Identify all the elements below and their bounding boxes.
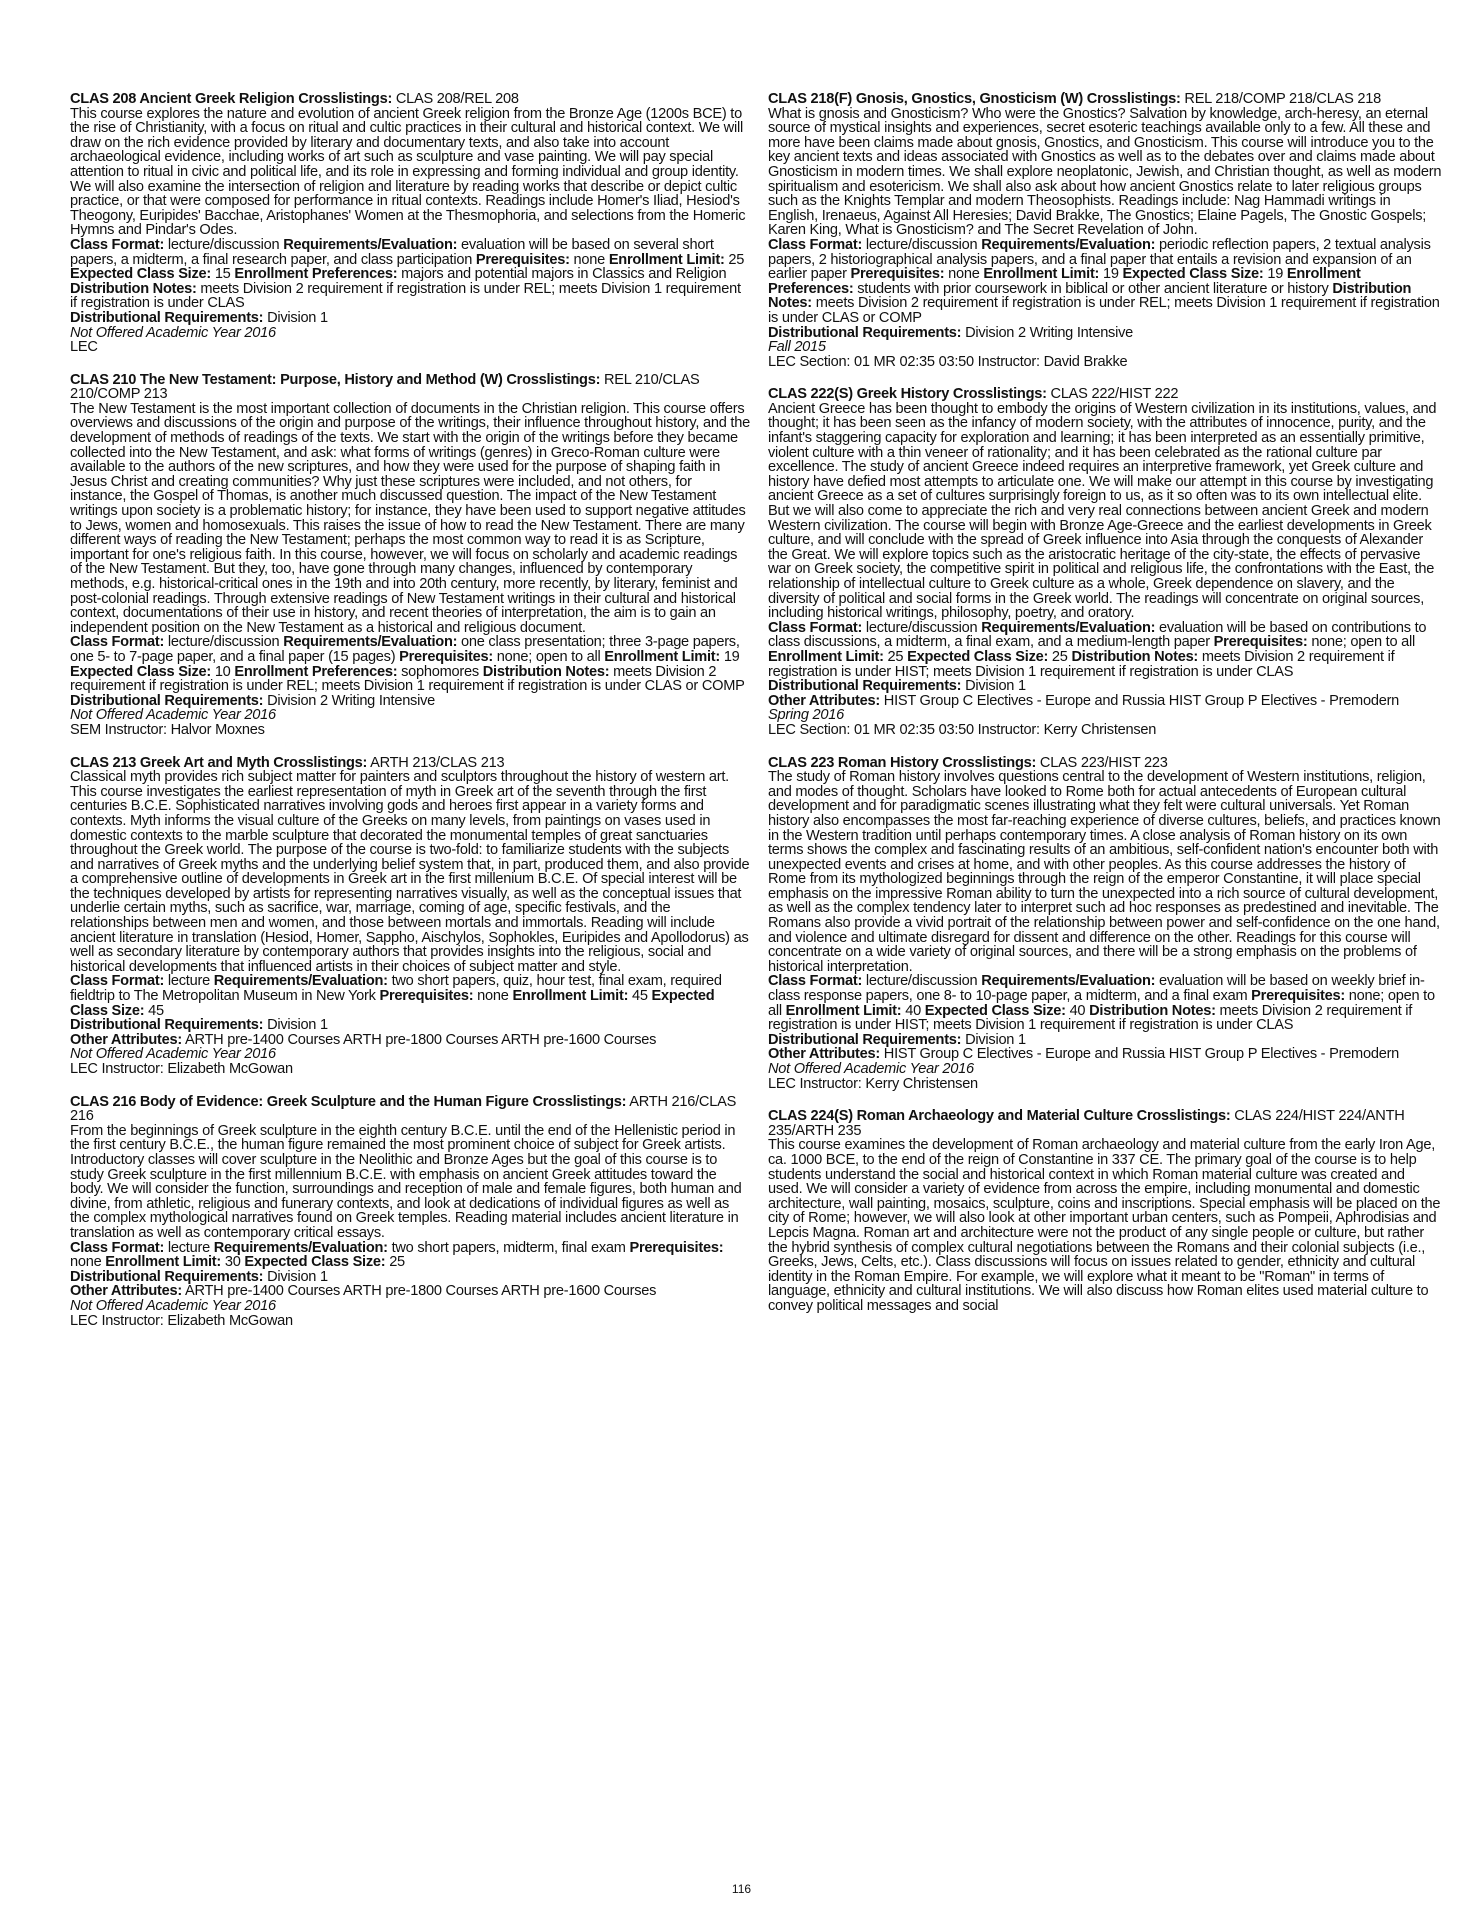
detail-label: Enrollment Limit: (512, 988, 629, 1005)
detail-label: Requirements/Evaluation: (213, 973, 388, 990)
detail-label: Class Format: (768, 236, 863, 253)
course-heading (70, 373, 750, 402)
detail-label: Expected Class Size: (70, 266, 212, 283)
detail-label: Class Format: (70, 973, 165, 990)
detail-value: 19 (720, 648, 740, 665)
distributional-value: Division 1 (961, 1031, 1026, 1048)
detail-label: Prerequisites: (1251, 988, 1345, 1005)
course-term: Not Offered Academic Year 2016 (70, 707, 276, 724)
detail-value: two short papers, midterm, final exam (387, 1239, 630, 1256)
left-column (70, 92, 750, 1346)
detail-value: none (944, 266, 984, 283)
course-title: CLAS 210 The New Testament: Purpose, History and Method (W) Crosslistings: (70, 371, 601, 388)
course-heading (768, 92, 1442, 107)
course-heading (70, 756, 750, 771)
course-crosslistings: ARTH 213/CLAS 213 (367, 754, 505, 771)
detail-value: two short papers, quiz, hour test, final exam, required fieldtrip to The Metropolitan Museum in New York (70, 973, 722, 1005)
course-heading (768, 387, 1442, 402)
distributional-value: Division 1 (263, 1017, 328, 1034)
other-attributes-value: HIST Group C Electives - Europe and Russia HIST Group P Electives - Premodern (879, 1046, 1400, 1063)
detail-value: none; open to all (1307, 634, 1415, 651)
detail-value: 25 (883, 648, 908, 665)
detail-value: 15 (211, 266, 235, 283)
course-heading (768, 1109, 1442, 1138)
detail-label: Enrollment Limit: (608, 251, 725, 268)
course-listing (768, 756, 1442, 1092)
other-attributes (70, 1284, 750, 1299)
distributional-label: Distributional Requirements: (70, 1268, 264, 1285)
detail-value: none; open to all (768, 988, 1435, 1019)
course-description: What is gnosis and Gnosticism? Who were the Gnostics? Salvation by knowledge, arch-heresy, an eternal source of mystical insights and experiences, secret esoteric teachings available only to a few. All these and more have been claims made about gnosis, Gnostics, and Gnosticism. This course will introduce you to the key ancient texts and ideas associated with Gnostics as well as to the debates over and claims made about Gnosticism in modern times. We shall explore neoplatonic, Jewish, and Christian thought, as well as modern spiritualism and esotericism. We shall also ask about how ancient Gnostics relate to later religious groups such as the Knights Templar and modern Theosophists. Readings include: Nag Hammadi writings in English, Irenaeus, Against All Heresies; David Brakke, The Gnostics; Elaine Pagels, The Gnostic Gospels; Karen King, What is Gnosticism? and The Secret Revelation of John. (768, 105, 1442, 239)
detail-value: none; open to all (492, 648, 605, 665)
course-listing (70, 373, 750, 738)
course-heading (768, 756, 1442, 771)
distributional-label: Distributional Requirements: (768, 678, 962, 695)
course-listing (768, 92, 1442, 369)
detail-label: Class Format: (70, 634, 165, 651)
detail-value: meets Division 2 requirement if registration is under HIST; meets Division 1 requirement if registration is under CLAS (768, 1002, 1413, 1034)
course-term: Not Offered Academic Year 2016 (70, 1046, 276, 1063)
detail-value: 25 (724, 251, 745, 268)
detail-value: lecture/discussion (862, 619, 982, 636)
distributional-requirements (70, 1018, 750, 1033)
distributional-requirements (768, 326, 1442, 341)
course-details (768, 238, 1442, 326)
course-crosslistings: REL 210/CLAS 210/COMP 213 (70, 371, 700, 403)
course-section: SEM Instructor: Halvor Moxnes (70, 721, 265, 738)
course-description: Ancient Greece has been thought to embody the origins of Western civilization in its institutions, values, and thought; it has been seen as the infancy of modern society, with the attributes of innocence, purity, and the infant's staggering capacity for exploration and learning; it has been interpreted as an essentially primitive, violent culture with a thin veneer of rationality; and it has been celebrated as the rational culture par excellence. The study of ancient Greece indeed requires an interpretive framework, yet Greek culture and history have defied most attempts to articulate one. We will make our attempt in this course by investigating ancient Greece as a set of cultures surprisingly foreign to us, as it so often was to its own intellectual elite. But we will also come to appreciate the rich and very real connections between ancient Greek and modern Western civilization. The course will begin with Bronze Age-Greece and the earliest developments in Greek culture, and will conclude with the spread of Greek influence into Asia through the conquests of Alexander the Great. We will explore topics such as the aristocratic heritage of the city-state, the effects of pervasive war on Greek society, the competitive spirit in political and religious life, the confrontations with the East, the relationship of intellectual culture to Greek culture as a whole, Greek dependence on slavery, and the diversity of political and social forms in the Greek world. The readings will concentrate on original sources, including historical writings, philosophy, poetry, and oratory. (768, 400, 1437, 622)
course-section: LEC Instructor: Elizabeth McGowan (70, 1061, 293, 1077)
other-attributes-label: Other Attributes: (768, 1046, 880, 1063)
distributional-value: Division 1 (263, 1268, 328, 1285)
detail-value: 40 (1065, 1002, 1090, 1019)
course-details (70, 1241, 750, 1270)
detail-label: Enrollment Limit: (983, 266, 1100, 283)
detail-label: Class Format: (768, 619, 863, 636)
other-attributes-label: Other Attributes: (70, 1283, 182, 1300)
detail-value: periodic reflection papers, 2 textual analysis papers, 2 historiographical analysis papers, and a final paper that entails a revision and expansion of an earlier paper (768, 236, 1431, 283)
detail-label: Class Format: (70, 1239, 165, 1256)
distributional-label: Distributional Requirements: (70, 1017, 264, 1034)
distributional-value: Division 2 Writing Intensive (961, 324, 1134, 341)
detail-label: Enrollment Limit: (785, 1002, 902, 1019)
course-details (768, 621, 1442, 679)
course-listing (70, 756, 750, 1077)
detail-label: Expected Class Size: (70, 988, 715, 1019)
course-description: The New Testament is the most important collection of documents in the Christian religion. This course offers overviews and discussions of the origin and purpose of the writings, their influence throughout history, and the development of methods of readings of the texts. We start with the origin of the writings before they became collected into the New Testament, and ask: what forms of writings (genres) in Greco-Roman culture were available to the authors of the new scriptures, and how they were used for the purpose of shaping faith in Jesus Christ and creating communities? Why just these scriptures were included, and not others, for instance, the Gospel of Thomas, is another much discussed question. The impact of the New Testament writings upon society is a problematic history; for instance, they have been used to support negative attitudes to Jews, women and homosexuals. This raises the issue of how to read the New Testament. There are many different ways of reading the New Testament; perhaps the most common way to read it is as Scripture, important for one's religious faith. In this course, however, we will focus on scholarly and academic readings of the New Testament. But they, too, have gone through many changes, influenced by contemporary methods, e.g. historical-critical ones in the 19th and into 20th century, more recently, by literary, feminist and post-colonial readings. Through extensive readings of New Testament writings in their cultural and historical context, documentations of their use in history, and recent theories of interpretation, the aim is to gain an independent position on the New Testament as a historical and religious document. (70, 400, 750, 636)
detail-value: 19 (1099, 266, 1123, 283)
course-description: This course examines the development of Roman archaeology and material culture from the early Iron Age, ca. 1000 BCE, to the end of the reign of Constantine in 337 CE. The primary goal of the course is to help students understand the social and historical context in which Roman material culture was created and used. We will consider a variety of evidence from across the empire, including monumental and domestic architecture, wall painting, mosaics, sculpture, coins and inscriptions. Special emphasis will be placed on the city of Rome; however, we will also look at other important urban centers, such as Pompeii, Aphrodisias and Lepcis Magna. Roman art and architecture were not the product of any single people or culture, but rather the hybrid synthesis of complex cultural negotiations between the Romans and their colonial subjects (i.e., Greeks, Jews, Celts, etc.). Class discussions will focus on issues related to gender, ethnicity and cultural identity in the Roman Empire. For example, we will explore what it meant to be "Roman" in terms of language, ethnicity and cultural institutions. We will also discuss how Roman elites used material culture to convey political messages and social (768, 1137, 1441, 1314)
distributional-requirements (70, 311, 750, 326)
detail-value: meets Division 2 requirement if registration is under REL; meets Division 1 requirement if registration is under CLAS or COMP (70, 663, 745, 695)
course-details (70, 635, 750, 693)
detail-label: Expected Class Size: (907, 648, 1049, 665)
course-crosslistings: ARTH 216/CLAS 216 (70, 1093, 737, 1125)
detail-label: Class Format: (768, 973, 863, 990)
detail-value: evaluation will be based on contributions to class discussions, a midterm, a final exam, and a medium-length paper (768, 619, 1427, 651)
course-title: CLAS 216 Body of Evidence: Greek Sculpture and the Human Figure Crosslistings: (70, 1093, 627, 1110)
other-attributes-label: Other Attributes: (768, 692, 880, 709)
detail-value: evaluation will be based on several short papers, a midterm, a final research paper, and class participation (70, 236, 714, 268)
other-attributes-value: HIST Group C Electives - Europe and Russia HIST Group P Electives - Premodern (879, 692, 1400, 709)
distributional-label: Distributional Requirements: (70, 309, 264, 326)
detail-label: Enrollment Limit: (604, 648, 721, 665)
detail-label: Enrollment Limit: (105, 1254, 222, 1271)
detail-label: Requirements/Evaluation: (213, 1239, 388, 1256)
detail-label: Distribution Notes: (70, 280, 197, 297)
course-title: CLAS 218(F) Gnosis, Gnostics, Gnosticism (W) Crosslistings: (768, 91, 1181, 107)
course-section: LEC Section: 01 MR 02:35 03:50 Instructor: Kerry Christensen (768, 721, 1157, 738)
detail-label: Distribution Notes: (482, 663, 610, 680)
course-section: LEC Section: 01 MR 02:35 03:50 Instructor: David Brakke (768, 353, 1128, 370)
detail-value: meets Division 2 requirement if registration is under REL; meets Division 1 requirement if registration is under CLAS or COMP (768, 295, 1440, 326)
distributional-requirements (768, 679, 1442, 694)
other-attributes-value: ARTH pre-1400 Courses ARTH pre-1800 Courses ARTH pre-1600 Courses (181, 1283, 657, 1300)
detail-label: Prerequisites: (379, 988, 474, 1005)
detail-label: Requirements/Evaluation: (981, 619, 1156, 636)
distributional-value: Division 1 (263, 309, 328, 326)
distributional-value: Division 1 (961, 678, 1026, 695)
course-title: CLAS 223 Roman History Crosslistings: (768, 754, 1037, 771)
detail-label: Distribution Notes: (1071, 648, 1199, 665)
course-crosslistings: CLAS 222/HIST 222 (1046, 386, 1179, 403)
detail-label: Expected Class Size: (244, 1254, 386, 1271)
distributional-requirements (768, 1033, 1442, 1048)
course-listing (768, 387, 1442, 737)
right-column (768, 92, 1442, 1332)
course-listing (70, 92, 750, 355)
detail-label: Prerequisites: (475, 251, 570, 268)
detail-value: 25 (1048, 648, 1072, 665)
detail-label: Prerequisites: (629, 1239, 724, 1256)
other-attributes-value: ARTH pre-1400 Courses ARTH pre-1800 Courses ARTH pre-1600 Courses (181, 1031, 657, 1048)
detail-value: none (70, 1254, 106, 1271)
detail-label: Distribution Notes: (768, 280, 1412, 312)
course-section: LEC Instructor: Elizabeth McGowan (70, 1312, 293, 1329)
detail-value: majors and potential majors in Classics and Religion (397, 266, 727, 283)
other-attributes-label: Other Attributes: (70, 1031, 182, 1048)
detail-label: Expected Class Size: (70, 663, 212, 680)
course-section: LEC Instructor: Kerry Christensen (768, 1075, 978, 1092)
detail-label: Prerequisites: (399, 648, 493, 665)
course-term: Fall 2015 (768, 339, 826, 356)
distributional-value: Division 2 Writing Intensive (263, 692, 436, 709)
detail-value: none (473, 988, 513, 1005)
detail-value: lecture (164, 1239, 214, 1256)
detail-label: Requirements/Evaluation: (283, 236, 458, 253)
course-details (768, 974, 1442, 1032)
course-section: LEC (70, 339, 98, 356)
detail-value: meets Division 2 requirement if registration is under REL; meets Division 1 requirement if registration is under CLAS (70, 280, 741, 312)
detail-value: none (569, 251, 609, 268)
detail-value: meets Division 2 requirement if registration is under HIST; meets Division 1 requirement if registration is under CLAS (768, 648, 1395, 680)
detail-label: Requirements/Evaluation: (981, 236, 1156, 253)
course-term: Spring 2016 (768, 707, 844, 724)
course-crosslistings: CLAS 224/HIST 224/ANTH 235/ARTH 235 (768, 1108, 1405, 1139)
course-listing (70, 1095, 750, 1329)
distributional-requirements (70, 1270, 750, 1285)
course-crosslistings: CLAS 208/REL 208 (392, 91, 519, 107)
detail-value: lecture/discussion (862, 973, 982, 990)
distributional-label: Distributional Requirements: (768, 324, 962, 341)
detail-value: evaluation will be based on weekly brief in-class response papers, one 8- to 10-page paper, a midterm, and a final exam (768, 973, 1425, 1005)
detail-value: 10 (211, 663, 235, 680)
detail-value: 40 (901, 1002, 925, 1019)
course-description: The study of Roman history involves questions central to the development of Western institutions, religion, and modes of thought. Scholars have looked to Rome both for actual antecedents of European cultural development and for paradigmatic scenes illustrating what they felt were cultural universals. Yet Roman history also encompasses the most far-reaching experience of diverse cultures, beliefs, and practices known in the Western tradition until perhaps contemporary times. A close analysis of Roman history on its own terms shows the complex and fascinating results of an ambitious, self-confident nation's encounter both with unexpected events and crises at home, and with other peoples. As this course addresses the history of Rome from its mythologized beginnings through the reign of the emperor Constantine, it will place special emphasis on the impressive Roman ability to turn the unexpected into a rich source of cultural development, as well as the complex tendency later to interpret such ad hoc responses as predestined and inevitable. The Romans also provide a vivid portrait of the relationship between power and self-confidence on the one hand, and violence and ultimate disregard for dissent and difference on the other. Readings for this course will concentrate on a wide variety of original sources, and there will be a strong emphasis on the problems of historical interpretation. (768, 769, 1441, 975)
other-attributes (768, 694, 1442, 709)
detail-value: students with prior coursework in biblical or other ancient literature or history (853, 280, 1333, 297)
detail-label: Enrollment Limit: (768, 648, 884, 665)
course-description: This course explores the nature and evolution of ancient Greek religion from the Bronze Age (1200s BCE) to the rise of Christianity, with a focus on ritual and cultic practices in their cultural and historical context. We will draw on the rich evidence provided by literary and documentary texts, and also take into account archaeological evidence, including works of art such as sculpture and vase painting. We will pay special attention to ritual in civic and political life, and its role in expressing and forming individual and group identity. We will also examine the intersection of religion and literature by reading works that describe or depict cultic practice, or that were composed for performance in ritual contexts. Readings include Homer's Iliad, Hesiod's Theogony, Euripides' Bacchae, Aristophanes' Women at the Thesmophoria, and selections from the Homeric Hymns and Pindar's Odes. (70, 105, 746, 239)
detail-value: 25 (385, 1254, 405, 1271)
distributional-requirements (70, 694, 750, 709)
detail-label: Expected Class Size: (924, 1002, 1066, 1019)
course-details (70, 238, 750, 311)
detail-value: sophomores (397, 663, 483, 680)
detail-value: 30 (221, 1254, 245, 1271)
course-title: CLAS 222(S) Greek History Crosslistings: (768, 386, 1047, 403)
other-attributes (768, 1047, 1442, 1062)
detail-label: Class Format: (70, 236, 165, 253)
detail-label: Enrollment Preferences: (234, 266, 398, 283)
course-details (70, 974, 750, 1018)
detail-value: 45 (144, 1002, 164, 1019)
detail-value: lecture (164, 973, 214, 990)
detail-label: Expected Class Size: (1122, 266, 1264, 283)
course-listing (768, 1109, 1442, 1313)
course-title: CLAS 208 Ancient Greek Religion Crosslistings: (70, 91, 393, 107)
course-description: From the beginnings of Greek sculpture in the eighth century B.C.E. until the end of the Hellenistic period in the first century B.C.E., the human figure remained the most prominent choice of subject for Greek artists. Introductory classes will cover sculpture in the Neolithic and Bronze Ages but the goal of this course is to study Greek sculpture in the first millennium B.C.E. with emphasis on ancient Greek attitudes toward the body. We will consider the function, surroundings and reception of male and female figures, both human and divine, from athletic, religious and funerary contexts, and look at dedications of individual figures as well as the complex mythological narratives found on Greek temples. Reading material includes ancient literature in translation as well as contemporary critical essays. (70, 1122, 742, 1241)
detail-value: 45 (628, 988, 652, 1005)
detail-value: lecture/discussion (164, 236, 284, 253)
page-number: 116 (731, 1882, 752, 1896)
detail-value: lecture/discussion (164, 634, 284, 651)
course-crosslistings: REL 218/COMP 218/CLAS 218 (1180, 91, 1381, 107)
course-term: Not Offered Academic Year 2016 (70, 1297, 276, 1314)
course-title: CLAS 213 Greek Art and Myth Crosslistings: (70, 754, 368, 771)
other-attributes (70, 1033, 750, 1048)
detail-label: Enrollment Preferences: (234, 663, 398, 680)
detail-value: one class presentation; three 3-page papers, one 5- to 7-page paper, and a final paper (15 pages) (70, 634, 740, 665)
detail-label: Requirements/Evaluation: (981, 973, 1156, 990)
course-term: Not Offered Academic Year 2016 (768, 1061, 974, 1077)
course-heading (70, 92, 750, 107)
detail-value: 19 (1263, 266, 1287, 283)
course-title: CLAS 224(S) Roman Archaeology and Material Culture Crosslistings: (768, 1108, 1231, 1125)
detail-label: Enrollment Preferences: (768, 266, 1361, 297)
course-description: Classical myth provides rich subject matter for painters and sculptors throughout the history of western art. This course investigates the earliest representation of myth in Greek art of the seventh through the first centuries B.C.E. Sophisticated narratives involving gods and heroes first appear in a variety forms and contexts. Myth informs the visual culture of the Greeks on many levels, from paintings on vases used in domestic contexts to the marble sculpture that decorated the monumental temples of great sanctuaries throughout the Greek world. The purpose of the course is two-fold: to familiarize students with the subjects and narratives of Greek myths and the underlying belief system that, in part, produced them, and also provide a comprehensive outline of developments in Greek art in the first millenium B.C.E. Of special interest will be the techniques developed by artists for representing narratives visually, as well as the conceptual issues that underlie certain myths, such as sacrifice, war, marriage, coming of age, specific festivals, and the relationships between men and women, and those between mortals and immortals. Reading will include ancient literature in translation (Hesiod, Homer, Sappho, Aischylos, Sophokles, Euripides and Apollodorus) as well as secondary literature by contemporary authors that provides insights into the religious, social and historical developments that influenced artists in their choices of subject matter and style. (70, 769, 750, 975)
detail-label: Distribution Notes: (1089, 1002, 1216, 1019)
detail-label: Requirements/Evaluation: (283, 634, 458, 651)
detail-value: lecture/discussion (862, 236, 982, 253)
course-heading (70, 1095, 750, 1124)
distributional-label: Distributional Requirements: (70, 692, 264, 709)
detail-label: Prerequisites: (850, 266, 945, 283)
distributional-label: Distributional Requirements: (768, 1031, 962, 1048)
course-crosslistings: CLAS 223/HIST 223 (1036, 754, 1168, 771)
detail-label: Prerequisites: (1213, 634, 1308, 651)
course-term: Not Offered Academic Year 2016 (70, 324, 276, 341)
